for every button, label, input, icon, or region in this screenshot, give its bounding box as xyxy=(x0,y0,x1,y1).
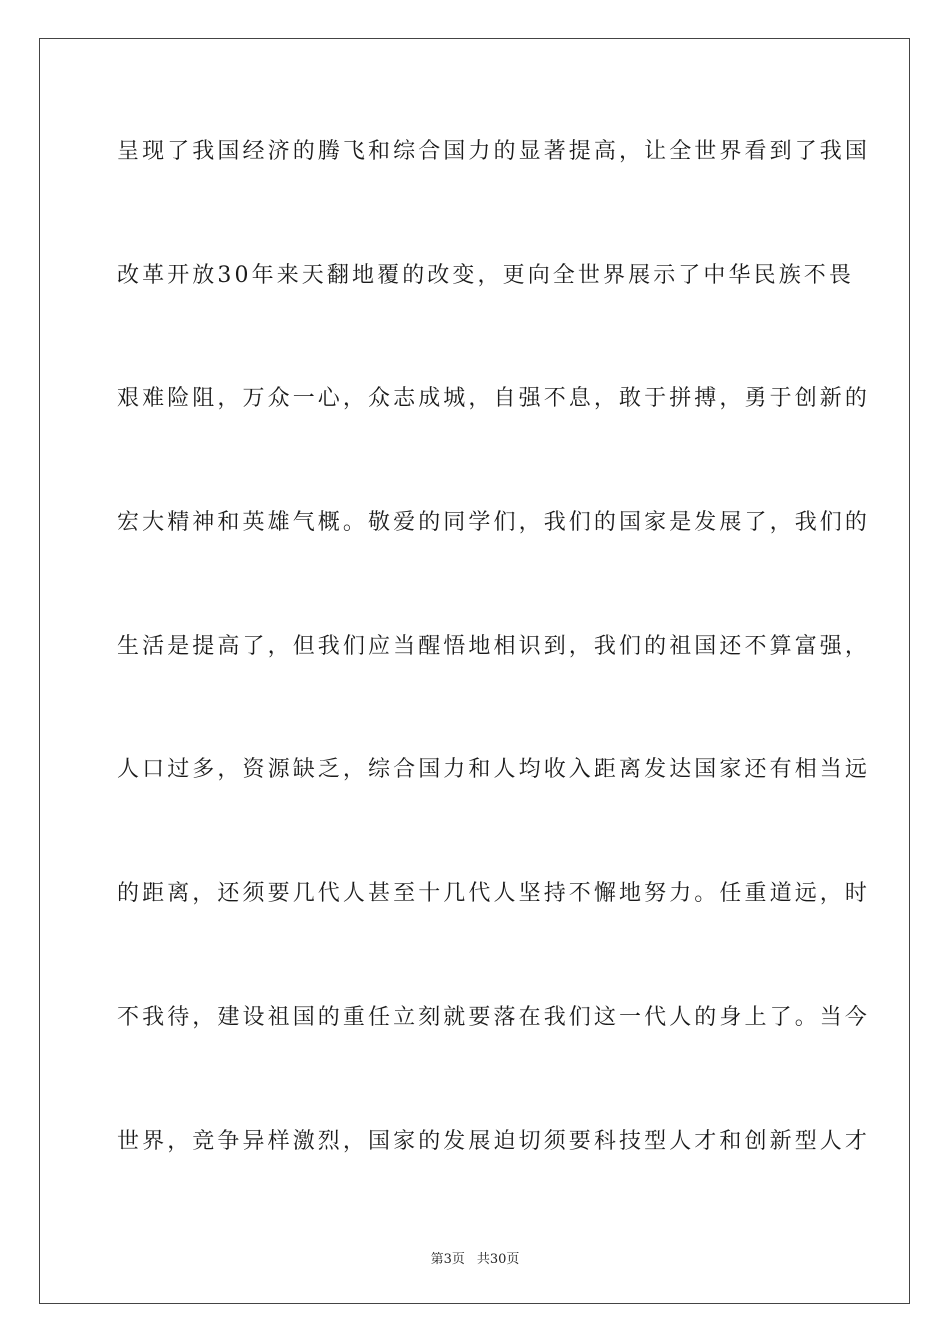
text-line: 人口过多，资源缺乏，综合国力和人均收入距离发达国家还有相当远 xyxy=(117,757,871,783)
text-line: 艰难险阻，万众一心，众志成城，自强不息，敢于拼搏，勇于创新的 xyxy=(117,386,871,412)
text-line: 世界，竞争异样激烈，国家的发展迫切须要科技型人才和创新型人才 xyxy=(117,1128,871,1154)
page-footer xyxy=(0,1248,950,1267)
text-line: 的距离，还须要几代人甚至十几代人坚持不懈地努力。任重道远，时 xyxy=(117,881,871,907)
text-line: 生活是提高了，但我们应当醒悟地相识到，我们的祖国还不算富强， xyxy=(117,633,871,659)
total-page-count: 共30页 xyxy=(476,1252,520,1267)
text-line: 不我待，建设祖国的重任立刻就要落在我们这一代人的身上了。当今 xyxy=(117,1004,871,1030)
text-line: 宏大精神和英雄气概。敬爱的同学们，我们的国家是发展了，我们的 xyxy=(117,510,871,536)
text-line: 呈现了我国经济的腾飞和综合国力的显著提高，让全世界看到了我国 xyxy=(117,139,871,164)
text-line: 改革开放30年来天翻地覆的改变，更向全世界展示了中华民族不畏 xyxy=(117,262,854,288)
document-body xyxy=(117,130,871,1243)
current-page-number: 第3页 xyxy=(430,1252,465,1267)
